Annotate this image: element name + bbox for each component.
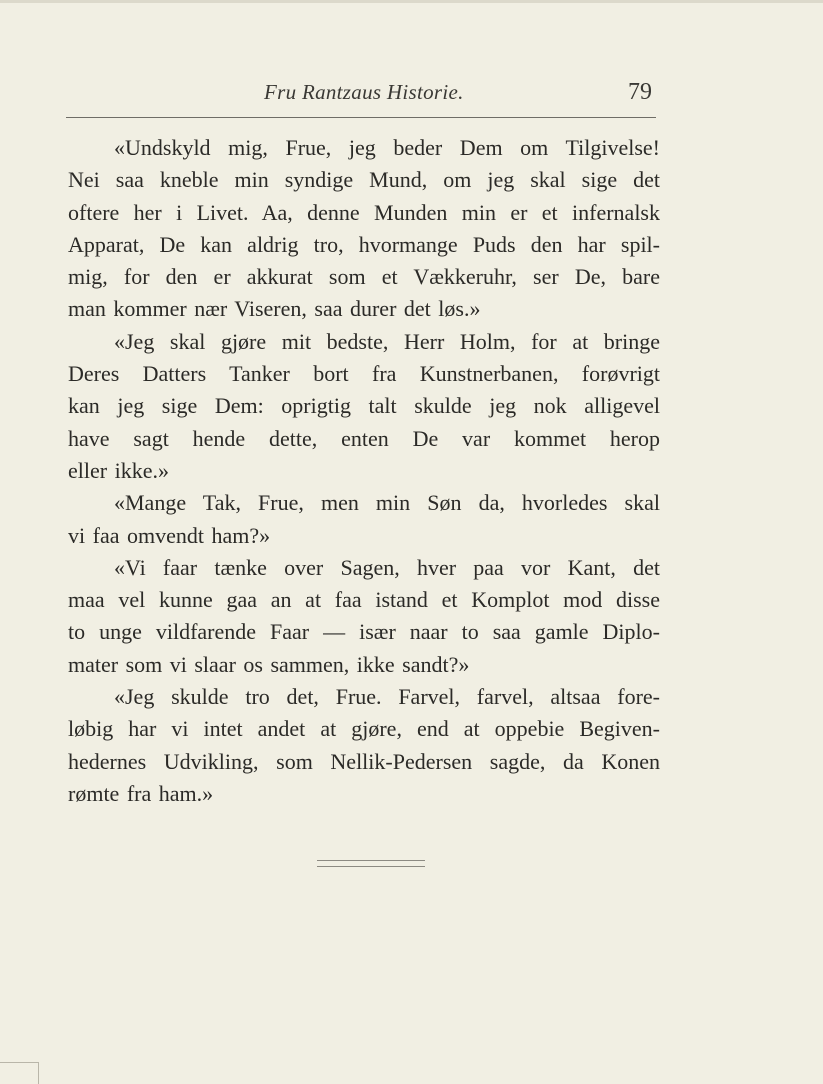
text-line: have sagt hende dette, enten De var kommet herop	[68, 425, 660, 451]
text-line: vi faa omvendt ham?»	[68, 522, 271, 548]
running-title: Fru Rantzaus Historie.	[264, 80, 464, 104]
text-line: to unge vildfarende Faar — især naar to saa gamle Diplo-	[68, 619, 660, 645]
text-line: mater som vi slaar os sammen, ikke sandt?»	[68, 651, 470, 677]
text-line: oftere her i Livet. Aa, denne Munden min er et infernalsk	[68, 199, 660, 225]
text-line: hedernes Udvikling, som Nellik-Pedersen sagde, da Konen	[68, 748, 660, 774]
header-rule	[66, 117, 656, 118]
scan-top-edge	[0, 0, 823, 3]
page-number: 79	[628, 79, 652, 105]
text-line: maa vel kunne gaa an at faa istand et Komplot mod disse	[68, 587, 660, 613]
text-line: «Mange Tak, Frue, men min Søn da, hvorledes skal	[114, 490, 660, 516]
text-line: Nei saa kneble min syndige Mund, om jeg skal sige det	[68, 167, 660, 193]
text-line: eller ikke.»	[68, 457, 169, 483]
text-line: «Jeg skal gjøre mit bedste, Herr Holm, for at bringe	[114, 328, 660, 354]
text-line: mig, for den er akkurat som et Vækkeruhr, ser De, bare	[68, 264, 660, 290]
text-line: rømte fra ham.»	[68, 780, 214, 806]
body-text	[68, 132, 660, 810]
text-line: «Jeg skulde tro det, Frue. Farvel, farvel, altsaa fore-	[114, 684, 660, 710]
running-header	[0, 80, 823, 114]
end-ornament-double-rule	[317, 860, 425, 867]
text-line: kan jeg sige Dem: oprigtig talt skulde jeg nok alligevel	[68, 393, 660, 419]
text-line: Apparat, De kan aldrig tro, hvormange Puds den har spil-	[68, 231, 660, 257]
text-line: «Undskyld mig, Frue, jeg beder Dem om Tilgivelse!	[114, 135, 660, 160]
scan-corner-mark	[0, 1062, 39, 1084]
text-line: «Vi faar tænke over Sagen, hver paa vor Kant, det	[114, 554, 660, 580]
text-line: man kommer nær Viseren, saa durer det løs.»	[68, 296, 481, 322]
text-line: løbig har vi intet andet at gjøre, end at oppebie Begiven-	[68, 716, 660, 742]
text-line: Deres Datters Tanker bort fra Kunstnerbanen, forøvrigt	[68, 361, 660, 387]
